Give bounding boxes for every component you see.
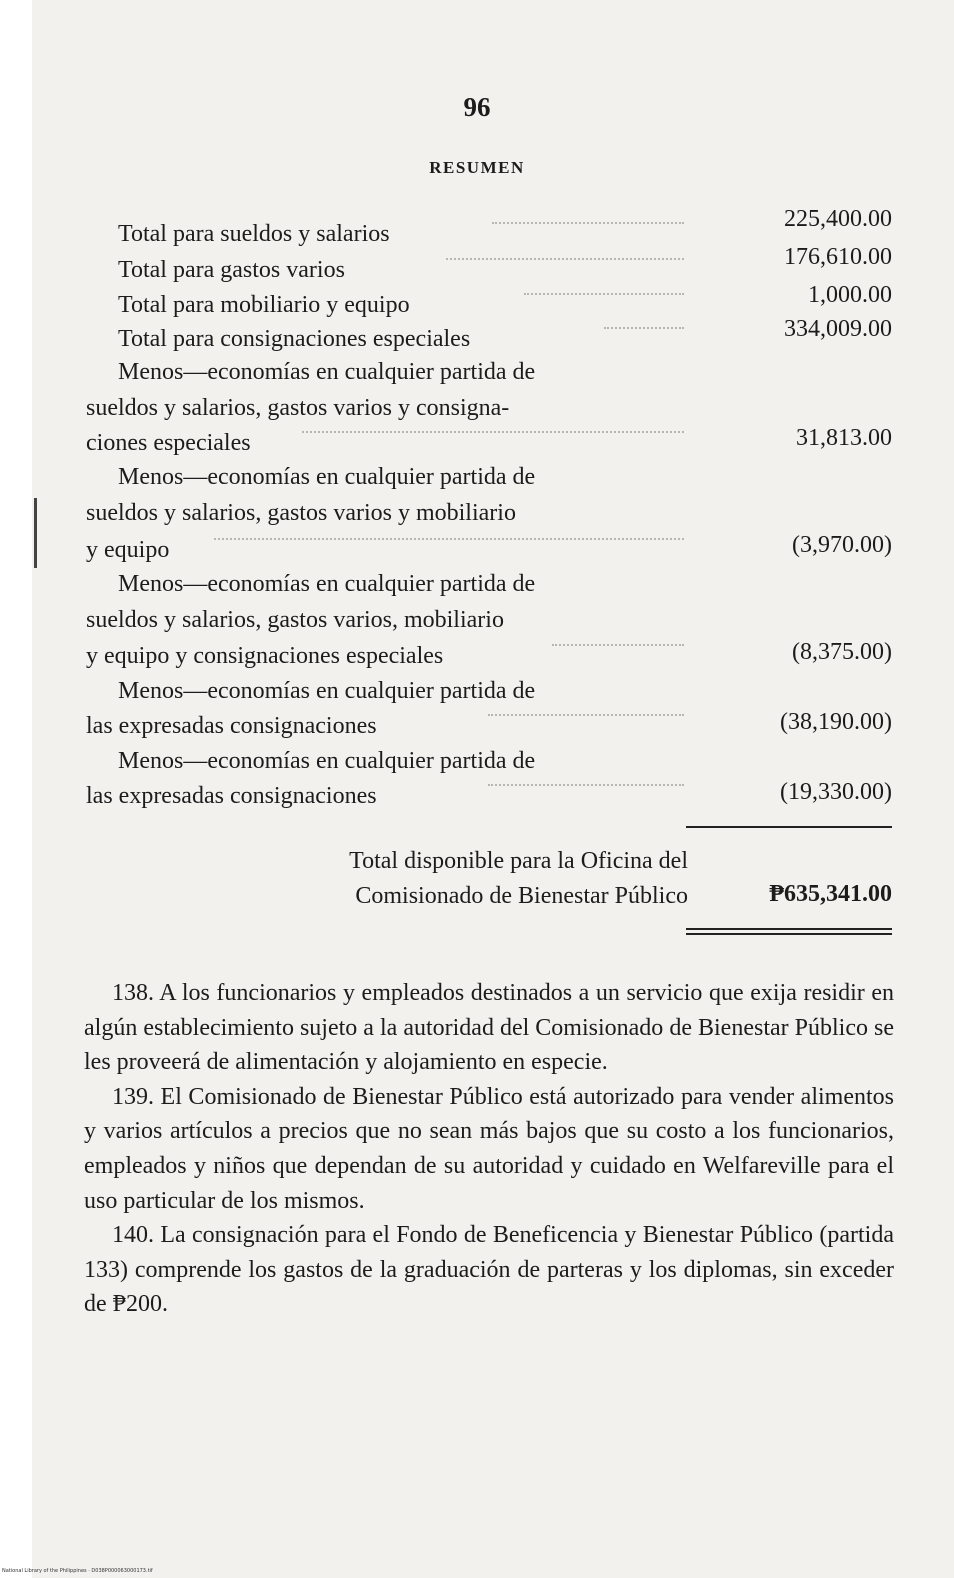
page-number: 96: [463, 92, 491, 122]
paragraph-139: 139. El Comisionado de Bienestar Público está autorizado para vender alimentos y varios artículos a precios que no sean más bajos que su costo a los funcionarios, empleados y niños que dependan de su autoridad y cuidado en Welfareville para el uso particular de los mismos.: [84, 1083, 894, 1214]
row-label: las expresadas consignaciones: [86, 783, 381, 809]
row-label: y equipo y consignaciones especiales: [86, 643, 447, 669]
leader-dots: [488, 714, 684, 716]
leader-dots: [302, 431, 684, 433]
row-label: ciones especiales: [86, 430, 255, 456]
paragraph-138: 138. A los funcionarios y empleados destinados a un servicio que exija residir en algún establecimiento sujeto a la autoridad del Comisionado de Bienestar Público se les proveerá de alimentación y alojamiento en especie.: [84, 980, 894, 1076]
row-amount: 334,009.00: [784, 316, 892, 342]
summary-row-line: Menos—economías en cualquier partida de: [118, 359, 536, 385]
summary-row-line: Menos—economías en cualquier partida de: [118, 748, 536, 774]
summary-row-line: sueldos y salarios, gastos varios y mobiliario: [86, 500, 516, 526]
leader-dots: [446, 258, 684, 260]
row-label: Total para gastos varios: [118, 257, 349, 283]
leader-dots: [492, 222, 684, 224]
scan-footer: National Library of the Philippines · D038P000063000173.tif: [2, 1568, 153, 1574]
row-label: y equipo: [86, 537, 173, 563]
row-amount: 1,000.00: [808, 282, 892, 308]
total-amount: ₱635,341.00: [769, 881, 892, 907]
row-amount: (3,970.00): [792, 532, 892, 558]
leader-dots: [552, 644, 684, 646]
row-amount: (38,190.00): [780, 709, 892, 735]
summary-row-line: sueldos y salarios, gastos varios, mobiliario: [86, 607, 504, 633]
row-amount: 225,400.00: [784, 206, 892, 232]
total-label-line-2: Comisionado de Bienestar Público: [355, 883, 688, 909]
subtotal-rule: [686, 826, 892, 828]
summary-row-line: sueldos y salarios, gastos varios y consigna-: [86, 395, 510, 421]
body-text: [84, 976, 894, 1322]
summary-row-line: Menos—economías en cualquier partida de: [118, 571, 536, 597]
row-label: las expresadas consignaciones: [86, 713, 381, 739]
summary-row-line: Menos—economías en cualquier partida de: [118, 678, 536, 704]
summary-heading: RESUMEN: [429, 158, 525, 177]
leader-dots: [488, 784, 684, 786]
row-label: Total para sueldos y salarios: [118, 221, 394, 247]
summary-row-line: Menos—economías en cualquier partida de: [118, 464, 536, 490]
row-label: Total para consignaciones especiales: [118, 326, 474, 352]
row-amount: 176,610.00: [784, 244, 892, 270]
row-amount: (8,375.00): [792, 639, 892, 665]
row-amount: (19,330.00): [780, 779, 892, 805]
row-amount: 31,813.00: [796, 425, 892, 451]
row-label: Total para mobiliario y equipo: [118, 292, 414, 318]
paragraph-140: 140. La consignación para el Fondo de Beneficencia y Bienestar Público (partida 133) comprende los gastos de la graduación de parteras y los diplomas, sin exceder de ₱200.: [84, 1222, 894, 1318]
leader-dots: [214, 538, 684, 540]
total-label-line-1: Total disponible para la Oficina del: [349, 848, 688, 874]
total-double-rule: [686, 928, 892, 935]
leader-dots: [524, 293, 684, 295]
